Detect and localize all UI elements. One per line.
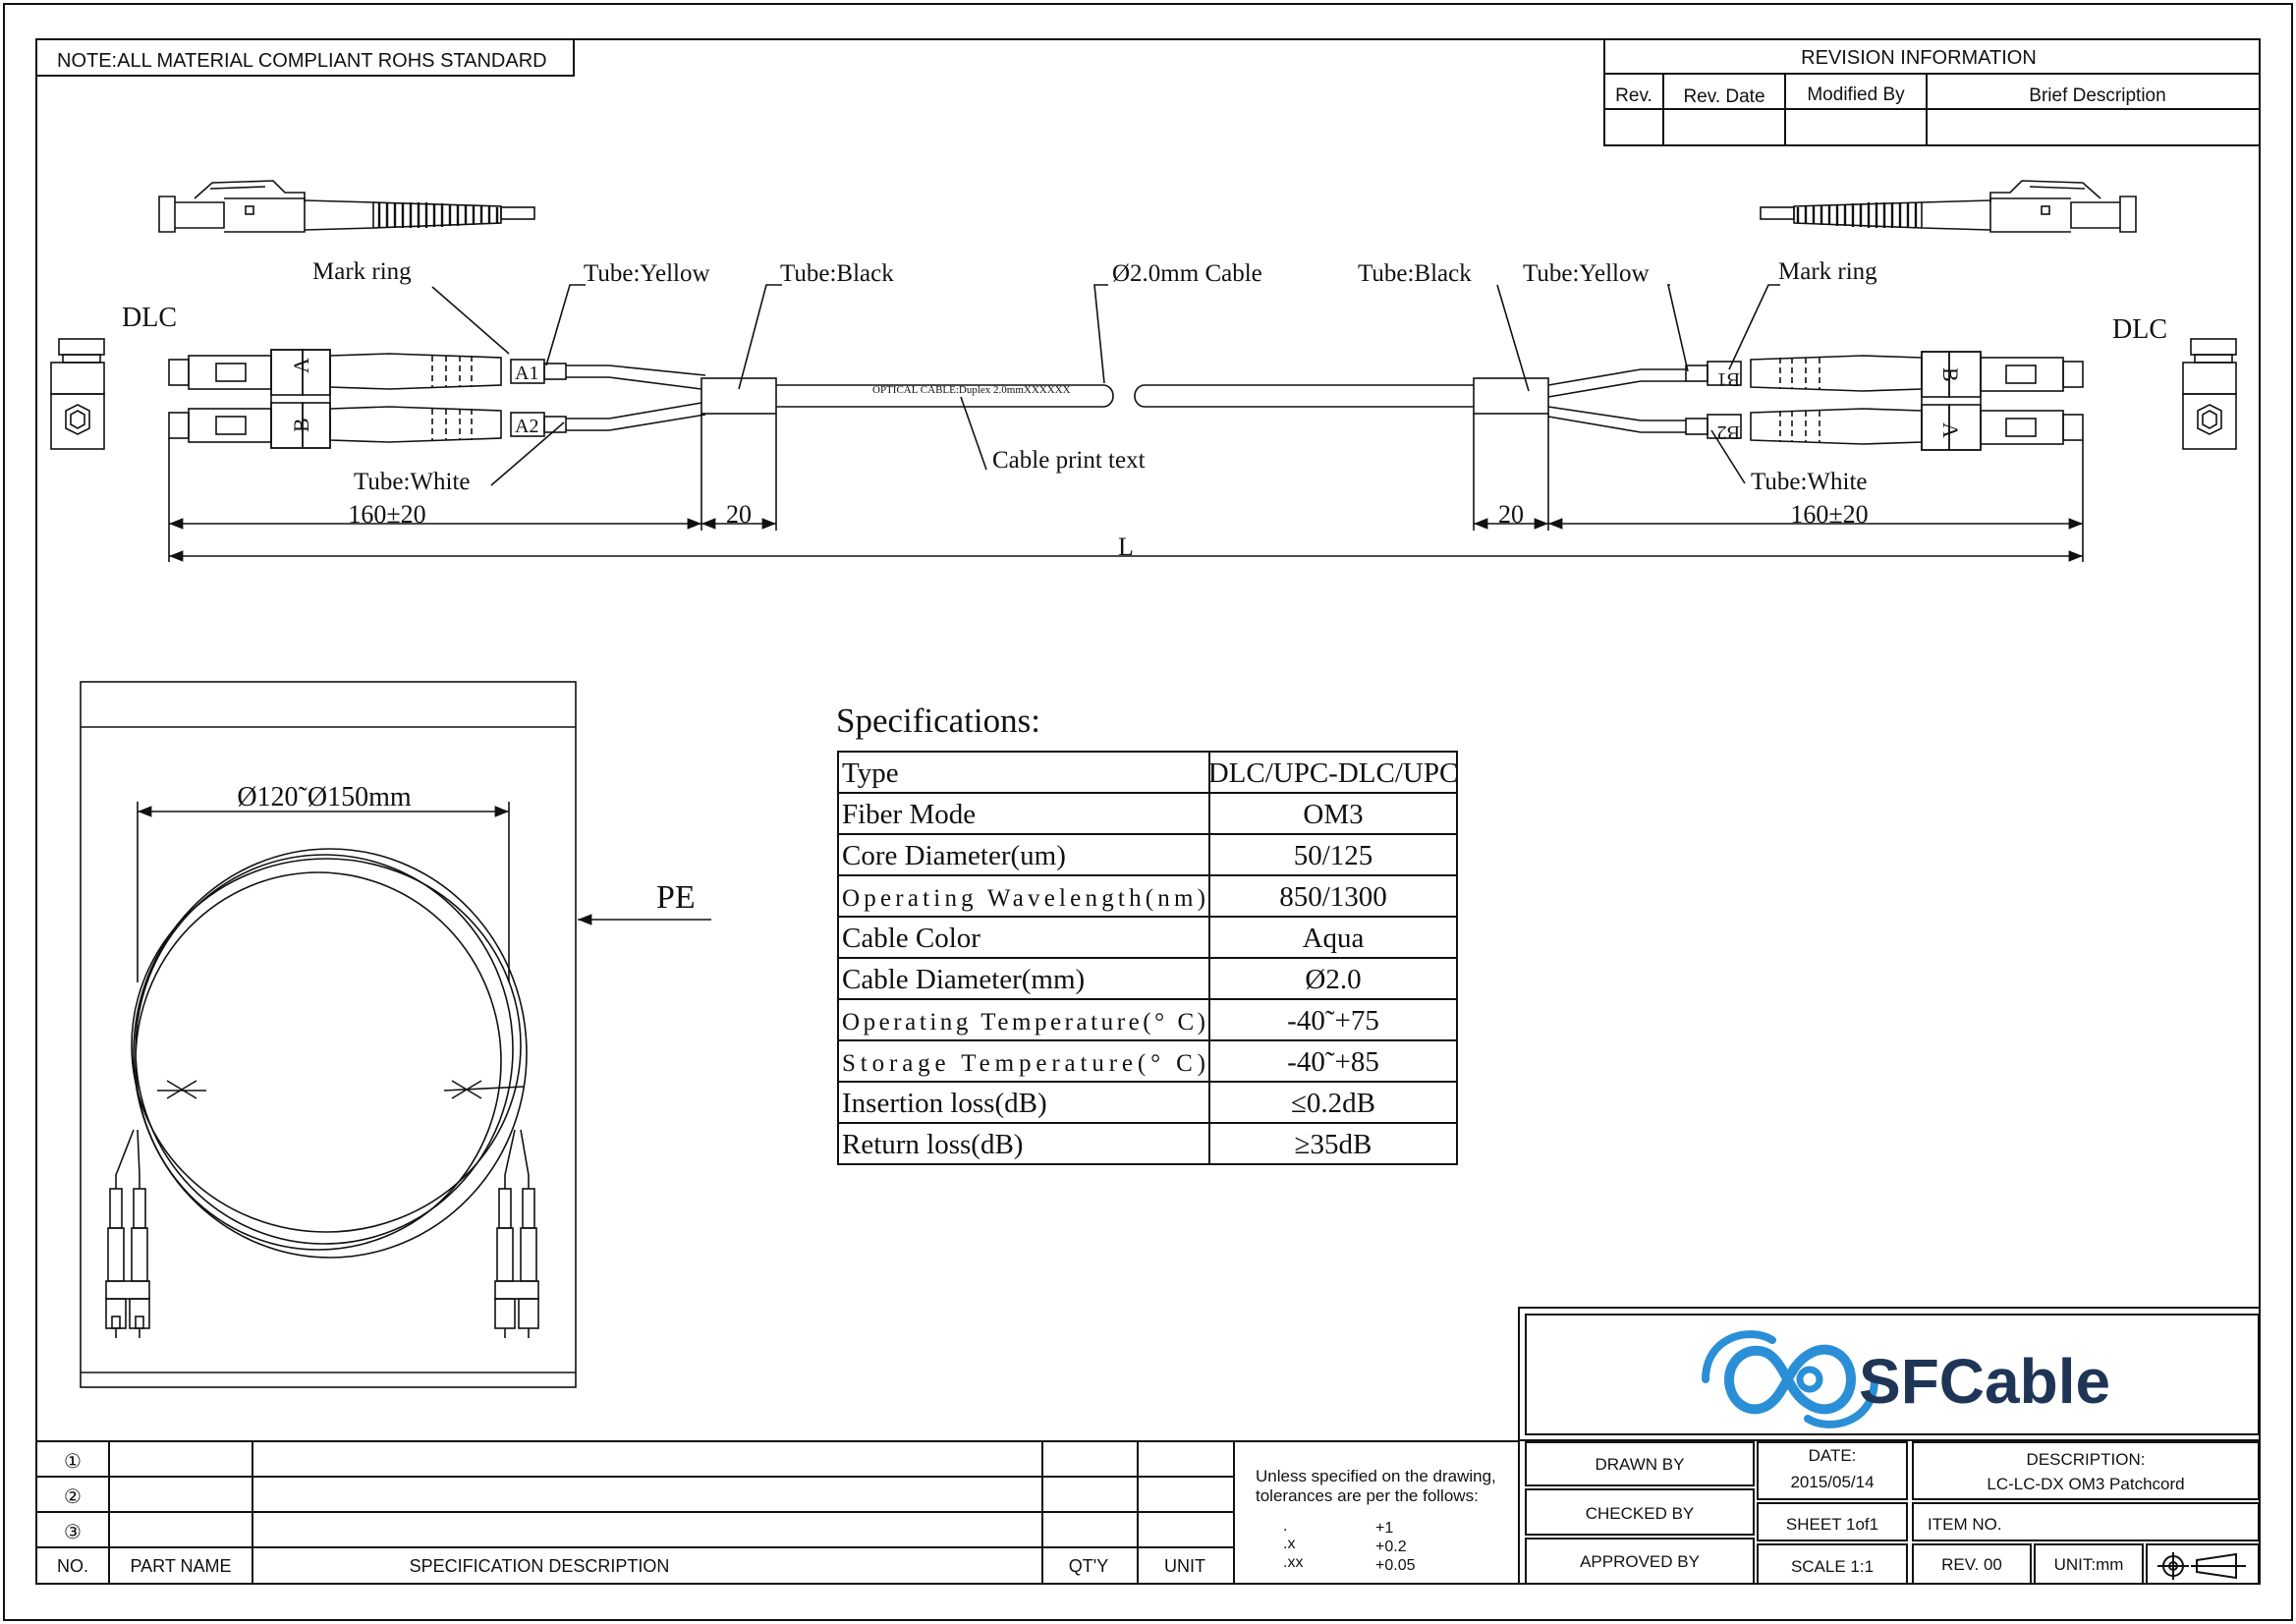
infinity-logo-icon — [1706, 1334, 1875, 1425]
tube-yellow-left-label: Tube:Yellow — [584, 260, 710, 287]
tolerance-note-line2: tolerances are per the follows: — [1256, 1486, 1479, 1505]
tolerance-value-1: +0.2 — [1375, 1539, 1407, 1555]
mark-b-right: B — [1938, 367, 1963, 382]
end-view-dlc-left — [51, 339, 104, 449]
sheet-label: SHEET 1of1 — [1785, 1515, 1879, 1534]
spec-param-5: Cable Diameter(mm) — [842, 964, 1086, 995]
spec-param-4: Cable Color — [842, 923, 980, 954]
mark-ring-right-label: Mark ring — [1778, 258, 1877, 285]
tube-white-right-label: Tube:White — [1751, 469, 1868, 495]
side-view-connector-left — [159, 181, 534, 232]
tolerance-note-line1: Unless specified on the drawing, — [1256, 1467, 1496, 1485]
dim-left-breakout: 160±20 — [348, 500, 426, 529]
scale-label: SCALE 1:1 — [1790, 1557, 1875, 1576]
dim-right-breakout: 160±20 — [1790, 500, 1869, 529]
specifications-title: Specifications: — [836, 701, 1041, 740]
mark-a-right: A — [1938, 422, 1963, 438]
rohs-note-text: NOTE:ALL MATERIAL COMPLIANT ROHS STANDARD — [57, 50, 547, 72]
spec-value-5: Ø2.0 — [1305, 964, 1362, 995]
tube-black-left-label: Tube:Black — [780, 260, 894, 287]
mark-a1: A1 — [515, 363, 539, 384]
spec-param-0: Type — [842, 757, 899, 789]
parts-row-marker-1: ① — [64, 1451, 82, 1473]
parts-header-unit: UNIT — [1164, 1556, 1205, 1576]
parts-row-marker-2: ② — [64, 1486, 82, 1508]
dim-total-length: L — [1118, 532, 1134, 561]
revision-title: REVISION INFORMATION — [1801, 47, 2037, 69]
revision-header-description: Brief Description — [2029, 85, 2166, 106]
item-no-label: ITEM NO. — [1928, 1515, 2002, 1534]
side-view-connector-right — [1761, 181, 2136, 232]
parts-header-part-name: PART NAME — [130, 1556, 232, 1576]
dim-left-boot: 20 — [726, 500, 752, 529]
dlc-right-label: DLC — [2112, 314, 2167, 345]
logo-text: SFCable — [1859, 1346, 2111, 1417]
dlc-left-label: DLC — [122, 303, 177, 333]
tube-black-right-label: Tube:Black — [1358, 260, 1472, 287]
mark-b1: B1 — [1716, 368, 1740, 390]
spec-param-9: Return loss(dB) — [842, 1129, 1024, 1160]
tube-black-right-shape — [1474, 378, 1548, 414]
left-connector-top — [169, 350, 705, 395]
left-connector-bottom — [169, 403, 705, 448]
description-label: DESCRIPTION: — [2026, 1450, 2146, 1469]
spec-value-1: OM3 — [1303, 799, 1364, 830]
cable-diameter-label: Ø2.0mm Cable — [1112, 260, 1262, 287]
spec-param-3: Operating Wavelength(nm) — [842, 885, 1205, 912]
spec-value-0: DLC/UPC-DLC/UPC — [1207, 757, 1459, 789]
end-view-dlc-right — [2183, 339, 2236, 449]
right-connector-bottom — [1548, 405, 2083, 450]
sfcable-logo — [1706, 1334, 2110, 1425]
dim-right-boot: 20 — [1498, 500, 1524, 529]
spec-value-3: 850/1300 — [1279, 881, 1387, 913]
spec-param-6: Operating Temperature(° C) — [842, 1009, 1205, 1036]
parts-header-spec-description: SPECIFICATION DESCRIPTION — [409, 1556, 670, 1576]
tube-white-left-label: Tube:White — [354, 469, 471, 495]
date-value: 2015/05/14 — [1790, 1473, 1875, 1491]
parts-row-marker-3: ③ — [64, 1522, 82, 1543]
rohs-note — [36, 39, 574, 76]
tolerance-value-0: +1 — [1375, 1520, 1394, 1537]
mark-b2: B2 — [1716, 421, 1740, 443]
right-connector-top — [1548, 352, 2083, 397]
spec-param-2: Core Diameter(um) — [842, 840, 1066, 871]
revision-header-date: Rev. Date — [1683, 86, 1765, 107]
specifications-table — [838, 752, 1458, 1164]
rev-label: REV. 00 — [1941, 1555, 2002, 1574]
tolerance-value-2: +0.05 — [1375, 1557, 1416, 1574]
spec-value-4: Aqua — [1302, 923, 1365, 954]
spec-param-8: Insertion loss(dB) — [842, 1088, 1047, 1119]
tolerance-key-1: .x — [1283, 1536, 1296, 1552]
tolerance-key-2: .xx — [1283, 1554, 1304, 1571]
revision-header-rev: Rev. — [1615, 85, 1652, 106]
spec-param-7: Storage Temperature(° C) — [842, 1050, 1205, 1077]
approved-by-label: APPROVED BY — [1580, 1552, 1700, 1571]
revision-header-modified: Modified By — [1807, 84, 1905, 105]
pe-bag-label: PE — [656, 879, 696, 916]
tolerance-key-0: . — [1283, 1518, 1288, 1535]
mark-a-left: A — [289, 358, 313, 373]
coil-diameter-label: Ø120˜Ø150mm — [237, 782, 412, 812]
tube-yellow-right-label: Tube:Yellow — [1523, 260, 1650, 287]
parts-header-no: NO. — [56, 1556, 89, 1576]
spec-value-8: ≤0.2dB — [1290, 1088, 1376, 1119]
tube-black-left-shape — [701, 378, 776, 414]
description-value: LC-LC-DX OM3 Patchcord — [1987, 1475, 2185, 1493]
mark-ring-left-label: Mark ring — [312, 258, 412, 285]
mark-a2: A2 — [515, 416, 539, 437]
parts-header-qty: QT'Y — [1068, 1556, 1109, 1576]
spec-param-1: Fiber Mode — [842, 799, 977, 830]
unit-label: UNIT:mm — [2053, 1555, 2124, 1574]
spec-value-6: -40˜+75 — [1287, 1005, 1379, 1036]
mark-b-left: B — [289, 418, 313, 432]
spec-value-2: 50/125 — [1293, 840, 1373, 871]
date-label: DATE: — [1808, 1446, 1857, 1465]
spec-value-7: -40˜+85 — [1287, 1046, 1379, 1078]
spec-value-9: ≥35dB — [1294, 1129, 1372, 1160]
checked-by-label: CHECKED BY — [1585, 1504, 1695, 1523]
cable-print-text-label: Cable print text — [992, 447, 1146, 474]
cable-print-text: OPTICAL CABLE:Duplex 2.0mmXXXXXX — [872, 384, 1071, 396]
drawn-by-label: DRAWN BY — [1595, 1455, 1685, 1474]
